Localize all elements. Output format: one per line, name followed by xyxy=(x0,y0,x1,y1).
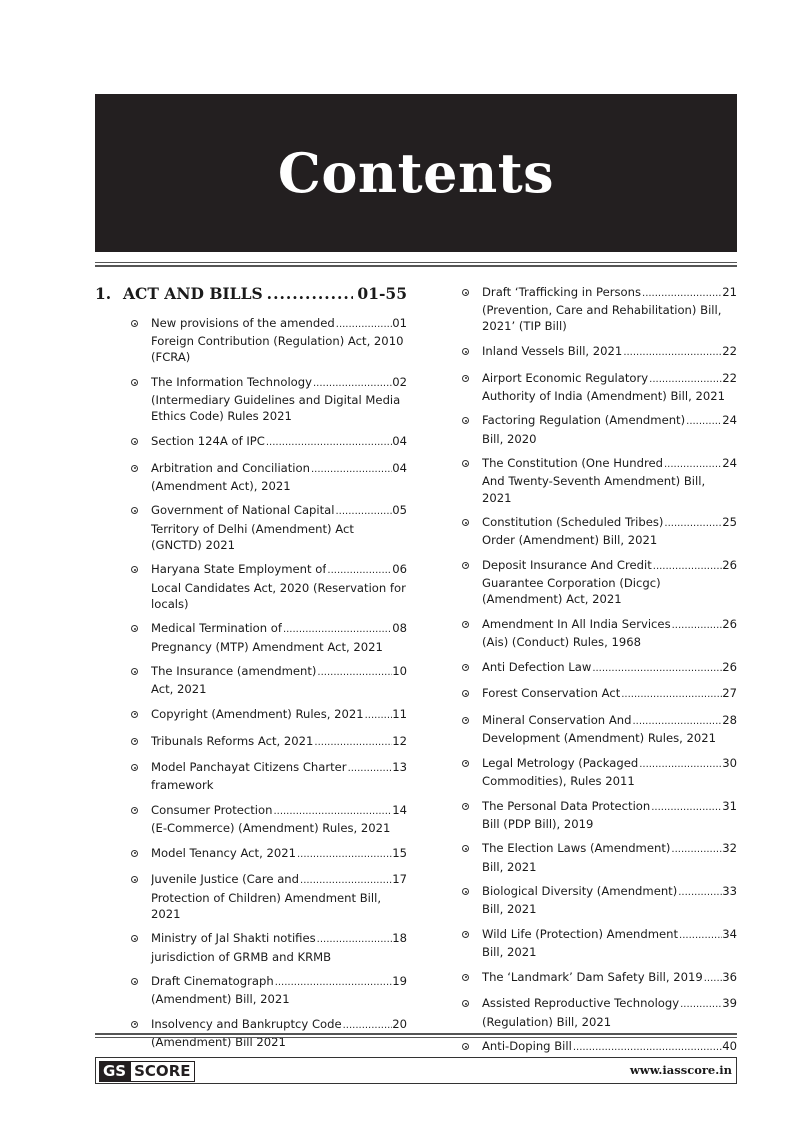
bullet-icon xyxy=(131,978,138,985)
toc-entry-continuation: Act, 2021 xyxy=(151,682,207,697)
toc-entry[interactable] xyxy=(460,798,737,832)
bullet-icon xyxy=(462,803,469,810)
bullet-icon xyxy=(462,760,469,767)
leader-dots xyxy=(327,563,392,579)
bullet-icon xyxy=(462,931,469,938)
toc-entry-page: 26 xyxy=(722,659,737,674)
toc-entry-page: 22 xyxy=(722,344,737,358)
toc-entry-page: 14 xyxy=(392,802,407,817)
leader-dots xyxy=(592,661,722,677)
bullet-icon xyxy=(131,738,138,745)
leader-dots xyxy=(679,928,722,944)
toc-entry-continuation: And Twenty-Seventh Amendment) Bill, 2021 xyxy=(482,474,706,505)
toc-entry-first-line xyxy=(482,840,737,858)
bullet-icon xyxy=(131,438,138,445)
toc-entry-first-line xyxy=(482,370,737,388)
toc-entry-continuation: (Amendment) Bill 2021 xyxy=(151,1035,286,1050)
toc-entry-first-line xyxy=(482,557,737,575)
toc-entry-page: 31 xyxy=(722,798,737,813)
bullet-icon xyxy=(462,974,469,981)
leader-dots xyxy=(300,873,392,889)
leader-dots xyxy=(348,761,393,777)
bullet-icon xyxy=(131,764,138,771)
leader-dots xyxy=(266,435,392,451)
toc-entry[interactable] xyxy=(129,460,407,494)
gs-score-logo xyxy=(99,1061,195,1082)
toc-entry-page: 26 xyxy=(722,557,737,572)
toc-entry[interactable] xyxy=(460,557,737,608)
leader-dots xyxy=(621,687,722,703)
toc-entry-page: 15 xyxy=(392,845,407,860)
toc-entry-page: 22 xyxy=(722,370,737,385)
toc-entry-title: Anti-Doping Bill xyxy=(482,1039,572,1054)
toc-entry[interactable] xyxy=(460,455,737,506)
toc-entry-first-line xyxy=(151,733,407,751)
bullet-icon xyxy=(462,460,469,467)
toc-entry-continuation: jurisdiction of GRMB and KRMB xyxy=(151,949,332,964)
bullet-icon xyxy=(462,562,469,569)
toc-entry-first-line xyxy=(482,514,737,532)
toc-entry-continuation: framework xyxy=(151,778,214,793)
toc-entry[interactable] xyxy=(460,343,737,361)
toc-entry[interactable] xyxy=(460,685,737,703)
toc-entry[interactable] xyxy=(460,616,737,650)
bullet-icon xyxy=(131,1021,138,1028)
toc-entry-continuation: (E-Commerce) (Amendment) Rules, 2021 xyxy=(151,821,391,836)
toc-entry-page: 12 xyxy=(392,733,407,748)
toc-entry-continuation: Bill, 2021 xyxy=(482,945,537,960)
bullet-icon xyxy=(131,668,138,675)
toc-entry-title: Wild Life (Protection) Amendment xyxy=(482,926,679,941)
toc-entry-title: Haryana State Employment of xyxy=(151,562,327,577)
toc-entry-first-line xyxy=(151,871,407,889)
toc-entry[interactable] xyxy=(460,755,737,789)
toc-entry-first-line xyxy=(151,1016,407,1034)
leader-dots xyxy=(283,622,392,638)
logo-gs: GS xyxy=(99,1061,130,1082)
toc-entry-title: Insolvency and Bankruptcy Code xyxy=(151,1016,342,1031)
leader-dots xyxy=(336,317,392,333)
toc-entry-first-line xyxy=(482,798,737,816)
toc-entry-title: Assisted Reproductive Technology xyxy=(482,996,680,1011)
toc-entry-page: 21 xyxy=(722,285,737,299)
toc-entry-first-line xyxy=(482,712,737,730)
bullet-icon xyxy=(462,717,469,724)
toc-entry-first-line xyxy=(151,759,407,777)
toc-entry-title: The Insurance (amendment) xyxy=(151,664,317,679)
toc-entry[interactable] xyxy=(129,374,407,425)
toc-entry-title: Medical Termination of xyxy=(151,621,282,636)
bullet-icon xyxy=(462,1043,469,1050)
toc-entry-page: 26 xyxy=(722,616,737,631)
toc-entry-continuation: Local Candidates Act, 2020 (Reservation for locals) xyxy=(151,580,406,611)
toc-entry[interactable] xyxy=(129,871,407,922)
bullet-icon xyxy=(131,566,138,573)
leader-dots xyxy=(317,932,393,948)
toc-entry-continuation: Pregnancy (MTP) Amendment Act, 2021 xyxy=(151,639,383,654)
toc-entry-page: 39 xyxy=(722,996,737,1011)
bullet-icon xyxy=(131,935,138,942)
website-link[interactable]: www.iasscore.in xyxy=(629,1063,732,1077)
toc-entry[interactable] xyxy=(460,370,737,404)
leader-dots xyxy=(664,516,722,532)
leader-dots xyxy=(573,1040,722,1056)
leader-dots xyxy=(623,345,722,361)
toc-entry-page: 34 xyxy=(722,926,737,941)
leader-dots xyxy=(313,376,392,392)
bullet-icon xyxy=(131,850,138,857)
toc-entry[interactable] xyxy=(460,883,737,917)
toc-entry[interactable] xyxy=(129,930,407,964)
toc-entry-page: 08 xyxy=(392,621,407,636)
toc-entry-page: 20 xyxy=(392,1016,407,1031)
toc-entry-title: Biological Diversity (Amendment) xyxy=(482,884,678,899)
toc-entry-continuation: Guarantee Corporation (Dicgc) (Amendment) Act, 2021 xyxy=(482,576,661,607)
toc-entry[interactable] xyxy=(129,973,407,1007)
bullet-icon xyxy=(131,379,138,386)
toc-entry-title: Draft ‘Trafficking in Persons xyxy=(482,285,642,299)
toc-entry-first-line xyxy=(151,973,407,991)
toc-entry-continuation: (Regulation) Bill, 2021 xyxy=(482,1014,612,1029)
toc-entry[interactable] xyxy=(460,659,737,677)
leader-dots xyxy=(336,504,393,520)
toc-entry-first-line xyxy=(151,620,407,638)
leader-dots xyxy=(686,414,722,430)
toc-entry-continuation: Bill (PDP Bill), 2019 xyxy=(482,816,594,831)
top-divider-thick xyxy=(95,265,737,267)
top-divider xyxy=(95,262,737,263)
toc-entry-first-line xyxy=(151,433,407,451)
toc-entry-first-line xyxy=(151,802,407,820)
bullet-icon xyxy=(131,625,138,632)
toc-entry[interactable] xyxy=(460,969,737,987)
bullet-icon xyxy=(462,289,469,296)
section-number: 1. xyxy=(95,284,112,303)
toc-list-left xyxy=(129,315,407,1050)
leader-dots xyxy=(642,286,722,302)
toc-entry-page: 24 xyxy=(722,456,737,471)
toc-entry-first-line xyxy=(482,412,737,430)
toc-entry[interactable] xyxy=(460,840,737,874)
leader-dots xyxy=(275,975,393,991)
left-column xyxy=(95,284,407,1059)
toc-entry[interactable] xyxy=(129,502,407,553)
toc-entry-first-line xyxy=(482,616,737,634)
toc-entry-page: 18 xyxy=(392,931,407,946)
bullet-icon xyxy=(462,519,469,526)
toc-entry-title: Copyright (Amendment) Rules, 2021 xyxy=(151,706,364,721)
toc-entry-first-line xyxy=(151,315,407,333)
toc-entry-page: 19 xyxy=(392,974,407,989)
toc-entry-first-line xyxy=(482,659,737,677)
leader-dots xyxy=(678,885,722,901)
toc-entry-first-line xyxy=(482,969,737,987)
toc-entry[interactable] xyxy=(460,514,737,548)
toc-entry[interactable] xyxy=(129,315,407,366)
toc-entry-title: Deposit Insurance And Credit xyxy=(482,557,652,572)
toc-entry-page: 32 xyxy=(722,841,737,856)
bullet-icon xyxy=(462,664,469,671)
bottom-divider xyxy=(95,1037,737,1038)
toc-entry-first-line xyxy=(482,995,737,1013)
bullet-icon xyxy=(131,320,138,327)
toc-entry-page: 33 xyxy=(722,884,737,899)
toc-entry-continuation: Development (Amendment) Rules, 2021 xyxy=(482,731,717,746)
toc-entry-continuation: Order (Amendment) Bill, 2021 xyxy=(482,533,658,548)
toc-entry-title: Juvenile Justice (Care and xyxy=(151,872,300,887)
toc-entry-title: Consumer Protection xyxy=(151,802,273,817)
toc-entry-first-line xyxy=(482,926,737,944)
toc-entry-continuation: (Intermediary Guidelines and Digital Media Ethics Code) Rules 2021 xyxy=(151,393,401,424)
bullet-icon xyxy=(462,845,469,852)
leader-dots xyxy=(649,372,722,388)
toc-entry[interactable] xyxy=(129,620,407,654)
toc-entry[interactable] xyxy=(460,926,737,960)
bullet-icon xyxy=(131,465,138,472)
page-title: Contents xyxy=(277,141,555,205)
toc-entry-first-line xyxy=(482,284,737,302)
leader-dots xyxy=(267,284,354,303)
bullet-icon xyxy=(462,1000,469,1007)
leader-dots xyxy=(680,997,722,1013)
bullet-icon xyxy=(131,876,138,883)
toc-entry-first-line xyxy=(151,374,407,392)
leader-dots xyxy=(311,462,392,478)
toc-entry-title: Mineral Conservation And xyxy=(482,712,632,727)
toc-entry-page: 28 xyxy=(722,712,737,727)
footer xyxy=(95,1057,737,1084)
toc-entry[interactable] xyxy=(129,733,407,751)
contents-banner xyxy=(95,94,737,252)
toc-entry-title: Arbitration and Conciliation xyxy=(151,460,310,475)
toc-entry[interactable] xyxy=(460,712,737,746)
toc-entry-first-line xyxy=(151,460,407,478)
toc-entry-continuation: (Amendment) Bill, 2021 xyxy=(151,992,290,1007)
toc-entry-page: 11 xyxy=(392,706,407,721)
bottom-divider-thick xyxy=(95,1033,737,1035)
toc-entry-title: The ‘Landmark’ Dam Safety Bill, 2019 xyxy=(482,969,703,984)
toc-entry-page: 30 xyxy=(722,755,737,770)
bullet-icon xyxy=(131,711,138,718)
toc-entry-title: The Election Laws (Amendment) xyxy=(482,841,671,856)
toc-entry-first-line xyxy=(482,343,737,361)
bullet-icon xyxy=(462,375,469,382)
toc-entry-title: The Information Technology xyxy=(151,375,312,389)
toc-entry-first-line xyxy=(482,883,737,901)
toc-entry-first-line xyxy=(151,502,407,520)
toc-entry-title: Government of National Capital xyxy=(151,503,335,518)
toc-entry-title: Factoring Regulation (Amendment) xyxy=(482,413,686,428)
toc-entry-title: Forest Conservation Act xyxy=(482,686,621,701)
toc-entry[interactable] xyxy=(129,433,407,451)
toc-entry-continuation: (Amendment Act), 2021 xyxy=(151,478,291,493)
bullet-icon xyxy=(131,807,138,814)
section-heading xyxy=(95,284,407,303)
toc-entry-title: Section 124A of IPC xyxy=(151,434,265,448)
toc-entry-title: Anti Defection Law xyxy=(482,659,592,674)
toc-entry-page: 25 xyxy=(722,515,737,530)
toc-entry-title: Amendment In All India Services xyxy=(482,616,671,631)
toc-entry[interactable] xyxy=(460,995,737,1029)
toc-entry-first-line xyxy=(482,755,737,773)
toc-entry-title: The Personal Data Protection xyxy=(482,798,651,813)
toc-entry-first-line xyxy=(151,561,407,579)
toc-entry[interactable] xyxy=(129,706,407,724)
toc-entry-continuation: Bill, 2021 xyxy=(482,902,537,917)
toc-entry[interactable] xyxy=(129,759,407,793)
logo-score: SCORE xyxy=(130,1061,194,1082)
toc-entry-title: Airport Economic Regulatory xyxy=(482,370,649,385)
leader-dots xyxy=(672,618,723,634)
toc-entry-continuation: Commodities), Rules 2011 xyxy=(482,773,635,788)
toc-entry-title: Legal Metrology (Packaged xyxy=(482,755,639,770)
toc-entry-page: 36 xyxy=(722,969,737,984)
toc-entry-continuation: (Prevention, Care and Rehabilitation) Bill, 2021’ (TIP Bill) xyxy=(482,303,722,334)
toc-list-right xyxy=(460,284,737,1056)
toc-entry[interactable] xyxy=(460,284,737,335)
toc-entry-page: 24 xyxy=(722,413,737,428)
toc-entry-title: New provisions of the amended xyxy=(151,316,335,330)
leader-dots xyxy=(343,1018,393,1034)
toc-entry-continuation: Territory of Delhi (Amendment) Act (GNCTD) 2021 xyxy=(151,521,354,552)
bullet-icon xyxy=(462,417,469,424)
toc-entry-title: Constitution (Scheduled Tribes) xyxy=(482,515,664,530)
section-title: ACT AND BILLS xyxy=(123,284,263,303)
bullet-icon xyxy=(462,348,469,355)
toc-entry[interactable] xyxy=(129,561,407,612)
bullet-icon xyxy=(131,507,138,514)
toc-entry-page: 01 xyxy=(392,316,407,330)
toc-entry-page: 27 xyxy=(722,686,737,701)
leader-dots xyxy=(273,804,392,820)
toc-entry-page: 13 xyxy=(392,760,407,775)
leader-dots xyxy=(314,735,392,751)
toc-entry-first-line xyxy=(482,1038,737,1056)
bullet-icon xyxy=(462,690,469,697)
toc-entry[interactable] xyxy=(129,845,407,863)
leader-dots xyxy=(639,757,722,773)
toc-entry-continuation: (Ais) (Conduct) Rules, 1968 xyxy=(482,635,641,650)
toc-entry-continuation: Bill, 2021 xyxy=(482,859,537,874)
leader-dots xyxy=(651,800,722,816)
toc-entry-title: Model Panchayat Citizens Charter xyxy=(151,760,347,775)
section-pages: 01-55 xyxy=(357,284,407,303)
toc-entry-title: Ministry of Jal Shakti notifies xyxy=(151,931,316,946)
toc-entry-page: 04 xyxy=(392,434,407,448)
toc-entry-page: 05 xyxy=(392,503,407,518)
leader-dots xyxy=(365,708,393,724)
toc-entry-page: 10 xyxy=(392,664,407,679)
leader-dots xyxy=(664,457,722,473)
toc-entry[interactable] xyxy=(129,663,407,697)
toc-entry-continuation: Protection of Children) Amendment Bill, 2021 xyxy=(151,890,382,921)
toc-entry-page: 02 xyxy=(392,375,407,389)
toc-entry-title: Model Tenancy Act, 2021 xyxy=(151,845,296,860)
toc-entry-title: The Constitution (One Hundred xyxy=(482,456,663,471)
toc-entry[interactable] xyxy=(460,1038,737,1056)
toc-entry-page: 17 xyxy=(392,872,407,887)
toc-entry-continuation: Foreign Contribution (Regulation) Act, 2010 (FCRA) xyxy=(151,334,404,365)
bullet-icon xyxy=(462,621,469,628)
toc-entry-first-line xyxy=(151,706,407,724)
toc-entry-page: 06 xyxy=(392,562,407,577)
toc-entry-first-line xyxy=(482,685,737,703)
toc-entry-title: Draft Cinematograph xyxy=(151,974,274,989)
leader-dots xyxy=(704,971,723,987)
leader-dots xyxy=(317,665,392,681)
leader-dots xyxy=(653,559,722,575)
toc-entry[interactable] xyxy=(129,802,407,836)
leader-dots xyxy=(632,714,722,730)
toc-entry-continuation: Authority of India (Amendment) Bill, 2021 xyxy=(482,388,725,403)
toc-entry-first-line xyxy=(151,663,407,681)
toc-entry-page: 04 xyxy=(392,460,407,475)
toc-entry-continuation: Bill, 2020 xyxy=(482,431,537,446)
toc-entry-page: 40 xyxy=(722,1039,737,1054)
toc-entry-title: Inland Vessels Bill, 2021 xyxy=(482,344,623,358)
leader-dots xyxy=(671,842,722,858)
right-column xyxy=(460,284,737,1065)
toc-entry-first-line xyxy=(151,930,407,948)
toc-entry-first-line xyxy=(151,845,407,863)
toc-entry-first-line xyxy=(482,455,737,473)
toc-entry-title: Tribunals Reforms Act, 2021 xyxy=(151,733,314,748)
leader-dots xyxy=(297,847,392,863)
toc-entry[interactable] xyxy=(460,412,737,446)
bullet-icon xyxy=(462,888,469,895)
